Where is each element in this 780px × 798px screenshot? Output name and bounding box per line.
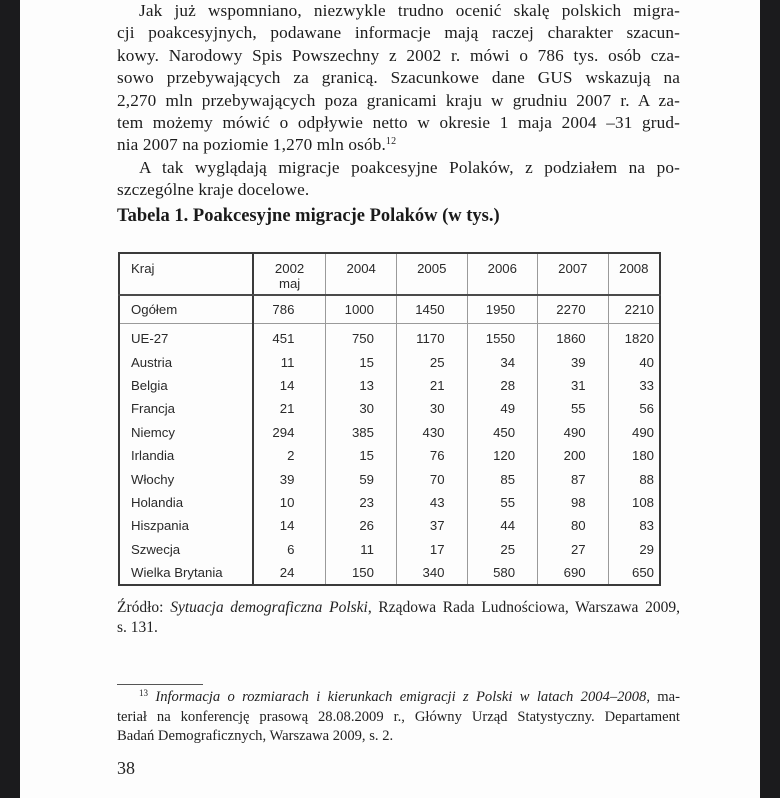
country-cell: Hiszpania (119, 514, 253, 537)
text-line: Jak już wspomniano, niezwykle trudno ocenić skalę polskich migra- (139, 1, 680, 20)
value-cell: 108 (608, 491, 660, 514)
value-cell: 14 (253, 374, 326, 397)
value-cell: 49 (467, 397, 538, 420)
table-title: Tabela 1. Poakcesyjne migracje Polaków (w tys.) (117, 206, 500, 226)
value-cell: 27 (538, 538, 609, 561)
country-cell: Holandia (119, 491, 253, 514)
footnote-line (117, 688, 680, 708)
header-cell-country (119, 253, 253, 295)
value-cell: 33 (608, 374, 660, 397)
value-cell: 31 (538, 374, 609, 397)
table-row-total (119, 295, 660, 324)
value-cell: 28 (467, 374, 538, 397)
table-row (119, 374, 660, 397)
value-cell: 83 (608, 514, 660, 537)
value-cell: 98 (538, 491, 609, 514)
value-cell: 21 (253, 397, 326, 420)
value-cell: 17 (396, 538, 467, 561)
header-cell-year (538, 253, 609, 295)
value-cell: 37 (396, 514, 467, 537)
value-cell: 39 (253, 467, 326, 490)
source-details: , Rządowa Rada Ludnościowa, Warszawa 2009, (367, 599, 680, 616)
value-cell: 120 (467, 444, 538, 467)
body-text (117, 0, 680, 202)
country-cell: Szwecja (119, 538, 253, 561)
value-cell: 451 (253, 324, 326, 351)
header-label: 2006 (487, 261, 517, 276)
document-page (20, 0, 760, 798)
value-cell: 1000 (326, 295, 397, 324)
value-cell: 650 (608, 561, 660, 585)
value-cell: 150 (326, 561, 397, 585)
value-cell: 56 (608, 397, 660, 420)
table-row (119, 324, 660, 351)
source-line: s. 131. (117, 619, 158, 636)
value-cell: 10 (253, 491, 326, 514)
value-cell: 1860 (538, 324, 609, 351)
value-cell: 11 (253, 350, 326, 373)
value-cell: 15 (326, 444, 397, 467)
value-cell: 87 (538, 467, 609, 490)
value-cell: 30 (326, 397, 397, 420)
header-cell-year (396, 253, 467, 295)
source-line (117, 598, 680, 618)
value-cell: 29 (608, 538, 660, 561)
value-cell: 21 (396, 374, 467, 397)
table-body (119, 295, 660, 585)
footnote-line: Badań Demograficznych, Warszawa 2009, s. 2. (117, 728, 394, 744)
value-cell: 385 (326, 421, 397, 444)
value-cell: 80 (538, 514, 609, 537)
header-cell-year (608, 253, 660, 295)
country-cell: Belgia (119, 374, 253, 397)
value-cell: 88 (608, 467, 660, 490)
table-row (119, 538, 660, 561)
value-cell: 26 (326, 514, 397, 537)
table-row (119, 350, 660, 373)
text-line: cji poakcesyjnych, podawane informacje mają raczej charakter szacun- (117, 23, 680, 43)
header-sublabel: maj (278, 276, 301, 291)
value-cell: 450 (467, 421, 538, 444)
text-line-with-ref (117, 134, 680, 156)
value-cell: 786 (253, 295, 326, 324)
value-cell: 340 (396, 561, 467, 585)
value-cell: 34 (467, 350, 538, 373)
value-cell: 200 (538, 444, 609, 467)
value-cell: 30 (396, 397, 467, 420)
value-cell: 690 (538, 561, 609, 585)
table-row (119, 561, 660, 585)
table-row (119, 444, 660, 467)
header-label: 2007 (558, 261, 588, 276)
value-cell: 430 (396, 421, 467, 444)
header-label: 2002 (274, 261, 305, 276)
value-cell: 2 (253, 444, 326, 467)
value-cell: 55 (467, 491, 538, 514)
value-cell: 1170 (396, 324, 467, 351)
value-cell: 25 (396, 350, 467, 373)
text-line: szczególne kraje docelowe. (117, 180, 310, 200)
value-cell: 2270 (538, 295, 609, 324)
header-label: 2008 (619, 261, 649, 276)
value-cell: 11 (326, 538, 397, 561)
value-cell: 59 (326, 467, 397, 490)
value-cell: 15 (326, 350, 397, 373)
country-cell: Niemcy (119, 421, 253, 444)
value-cell: 85 (467, 467, 538, 490)
migration-table (118, 252, 661, 586)
value-cell: 13 (326, 374, 397, 397)
text-line: A tak wyglądają migracje poakcesyjne Polaków, z podziałem na po- (139, 157, 680, 177)
country-cell: Austria (119, 350, 253, 373)
country-cell: Irlandia (119, 444, 253, 467)
text-line: sowo przebywających za granicą. Szacunkowe dane GUS wskazują na (117, 68, 680, 88)
footnote-number: 13 (139, 688, 148, 698)
value-cell: 1550 (467, 324, 538, 351)
value-cell: 2210 (608, 295, 660, 324)
table-header-row (119, 253, 660, 295)
text-line: 2,270 mln przebywających poza granicami kraju w grudniu 2007 r. A za- (117, 90, 680, 110)
country-cell: Włochy (119, 467, 253, 490)
footnote-text: , ma- (646, 689, 680, 705)
value-cell: 14 (253, 514, 326, 537)
table-row (119, 514, 660, 537)
header-cell-year (326, 253, 397, 295)
value-cell: 294 (253, 421, 326, 444)
value-cell: 70 (396, 467, 467, 490)
value-cell: 39 (538, 350, 609, 373)
header-label: Kraj (131, 261, 155, 276)
value-cell: 40 (608, 350, 660, 373)
text-line: nia 2007 na poziomie 1,270 mln osób. (117, 135, 386, 155)
value-cell: 44 (467, 514, 538, 537)
paragraph-1 (117, 0, 680, 157)
footnote-divider (117, 684, 203, 685)
value-cell: 180 (608, 444, 660, 467)
value-cell: 55 (538, 397, 609, 420)
header-label: 2005 (417, 261, 447, 276)
text-line: kowy. Narodowy Spis Powszechny z 2002 r. mówi o 786 tys. osób cza- (117, 45, 680, 65)
table-source (117, 598, 680, 638)
table-row (119, 491, 660, 514)
value-cell: 1450 (396, 295, 467, 324)
header-cell-year (467, 253, 538, 295)
footnote-reference[interactable]: 12 (385, 136, 397, 148)
paragraph-2 (117, 157, 680, 202)
source-prefix: Źródło: (117, 599, 171, 616)
table-row (119, 467, 660, 490)
value-cell: 76 (396, 444, 467, 467)
table-row (119, 421, 660, 444)
value-cell: 490 (608, 421, 660, 444)
text-line: tem możemy mówić o odpływie netto w okresie 1 maja 2004 –31 grud- (117, 113, 680, 133)
value-cell: 24 (253, 561, 326, 585)
country-cell: Ogółem (119, 295, 253, 324)
country-cell: Francja (119, 397, 253, 420)
footnote (117, 688, 680, 747)
country-cell: UE-27 (119, 324, 253, 351)
value-cell: 6 (253, 538, 326, 561)
value-cell: 25 (467, 538, 538, 561)
source-title: Sytuacja demograficzna Polski (170, 599, 368, 616)
value-cell: 1820 (608, 324, 660, 351)
value-cell: 1950 (467, 295, 538, 324)
value-cell: 23 (326, 491, 397, 514)
footnote-title: Informacja o rozmiarach i kierunkach emigracji z Polski w latach 2004–2008 (155, 689, 647, 705)
value-cell: 490 (538, 421, 609, 444)
country-cell: Wielka Brytania (119, 561, 253, 585)
value-cell: 750 (326, 324, 397, 351)
table-row (119, 397, 660, 420)
header-cell-year (253, 253, 326, 295)
footnote-line: teriał na konferencję prasową 28.08.2009 r., Główny Urząd Statystyczny. Departament (117, 708, 680, 725)
header-label: 2004 (346, 261, 376, 276)
value-cell: 43 (396, 491, 467, 514)
page-number: 38 (117, 758, 135, 778)
value-cell: 580 (467, 561, 538, 585)
